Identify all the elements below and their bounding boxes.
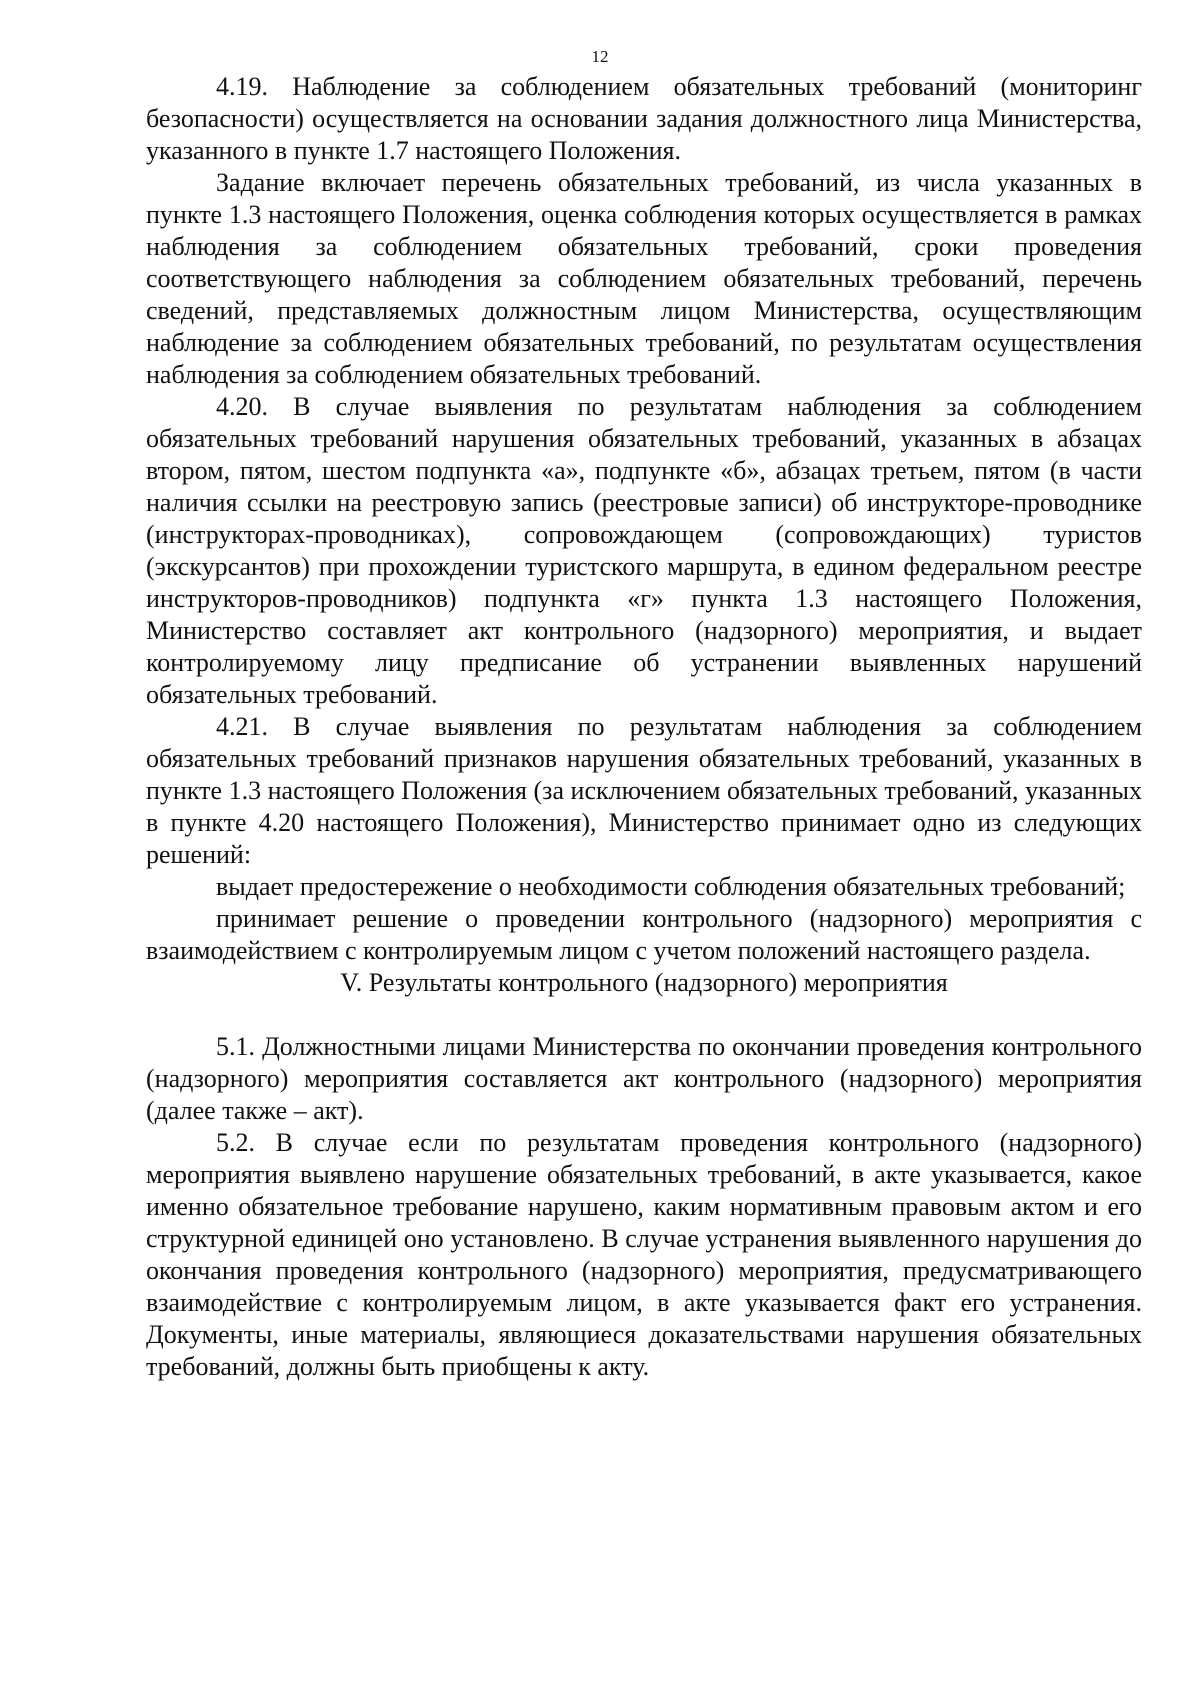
paragraph-4-19: 4.19. Наблюдение за соблюдением обязательных требований (мониторинг безопасности) осуществляется на основании задания должностного лица Министерства, указанного в пункте 1.7 настоящего Положения. — [146, 72, 1142, 165]
paragraph-decision-inspection: принимает решение о проведении контрольного (надзорного) мероприятия с взаимодействием с контролируемым лицом с учетом положений настоящего раздела. — [146, 904, 1142, 965]
paragraph-4-20: 4.20. В случае выявления по результатам наблюдения за соблюдением обязательных требований нарушения обязательных требований, указанных в абзацах втором, пятом, шестом подпункта «а», подпункте «б», абзацах третьем, пятом (в части наличия ссылки на реестровую запись (реестровые записи) об инструкторе-проводнике (инструкторах-проводниках), сопровождающем (сопровождающих) туристов (экскурсантов) при прохождении туристского маршрута, в едином федеральном реестре инструкторов-проводников) подпункта «г» пункта 1.3 настоящего Положения, Министерство составляет акт контрольного (надзорного) мероприятия, и выдает контролируемому лицу предписание об устранении выявленных нарушений обязательных требований. — [146, 392, 1142, 709]
paragraph-5-1: 5.1. Должностными лицами Министерства по окончании проведения контрольного (надзорного) мероприятия составляется акт контрольного (надзорного) мероприятия (далее также – акт). — [146, 1032, 1142, 1125]
document-body — [146, 71, 1142, 1383]
section-heading: V. Результаты контрольного (надзорного) мероприятия — [340, 968, 948, 997]
page-number: 12 — [591, 47, 609, 66]
paragraph-5-2: 5.2. В случае если по результатам проведения контрольного (надзорного) мероприятия выявлено нарушение обязательных требований, в акте указывается, какое именно обязательное требование нарушено, каким нормативным правовым актом и его структурной единицей оно установлено. В случае устранения выявленного нарушения до окончания проведения контрольного (надзорного) мероприятия, предусматривающего взаимодействие с контролируемым лицом, в акте указывается факт его устранения. Документы, иные материалы, являющиеся доказательствами нарушения обязательных требований, должны быть приобщены к акту. — [146, 1128, 1142, 1381]
paragraph-4-21: 4.21. В случае выявления по результатам наблюдения за соблюдением обязательных требований признаков нарушения обязательных требований, указанных в пункте 1.3 настоящего Положения (за исключением обязательных требований, указанных в пункте 4.20 настоящего Положения), Министерство принимает одно из следующих решений: — [146, 712, 1142, 869]
paragraph-task-contents: Задание включает перечень обязательных требований, из числа указанных в пункте 1.3 настоящего Положения, оценка соблюдения которых осуществляется в рамках наблюдения за соблюдением обязательных требований, сроки проведения соответствующего наблюдения за соблюдением обязательных требований, перечень сведений, представляемых должностным лицом Министерства, осуществляющим наблюдение за соблюдением обязательных требований, по результатам осуществления наблюдения за соблюдением обязательных требований. — [146, 168, 1142, 389]
paragraph-decision-warning: выдает предостережение о необходимости соблюдения обязательных требований; — [216, 872, 1126, 901]
